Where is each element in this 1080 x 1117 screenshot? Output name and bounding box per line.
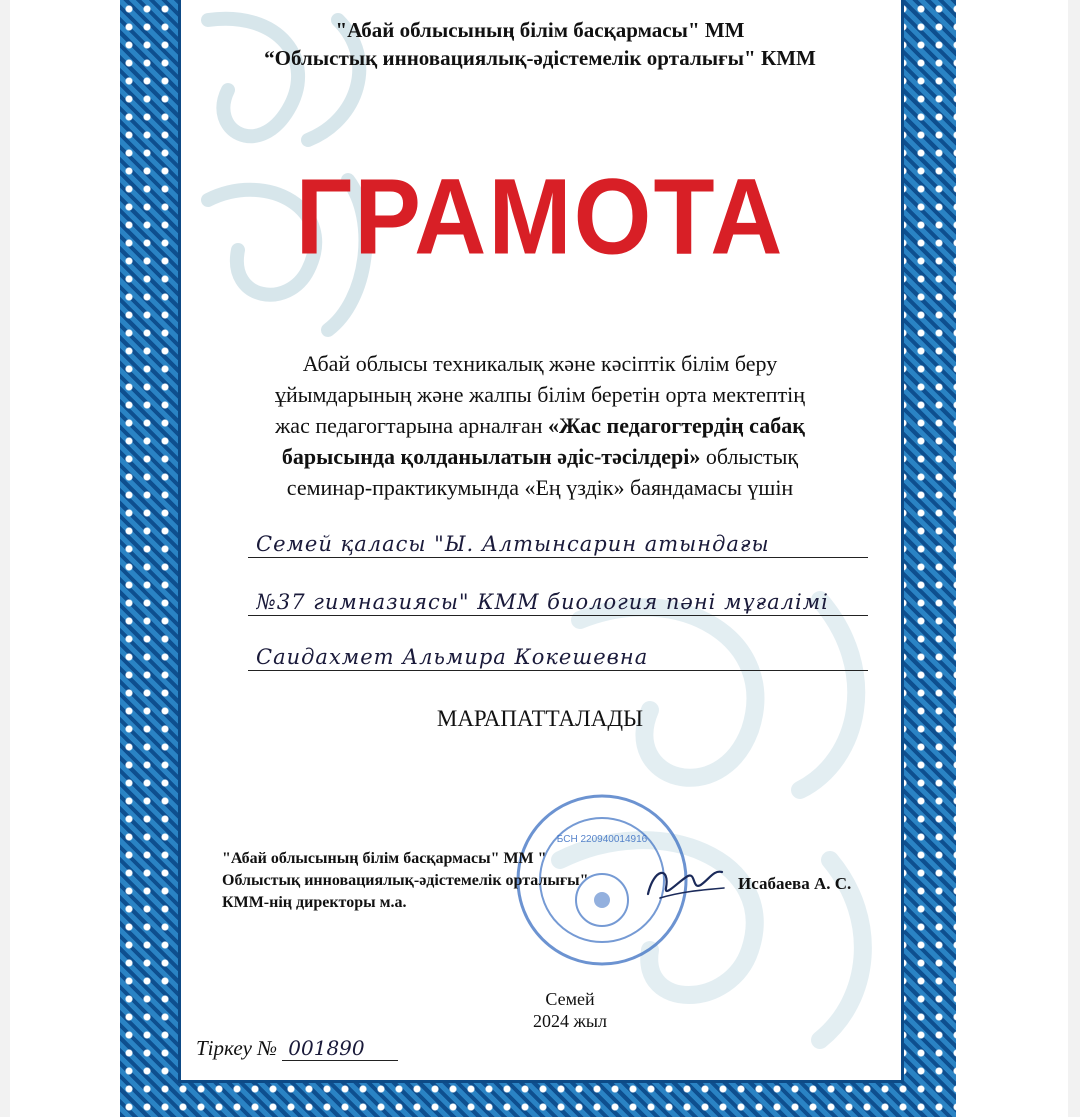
place-and-year [440, 988, 700, 1032]
year: 2024 жыл [532, 1011, 607, 1031]
award-reason [220, 348, 860, 503]
certificate-title: ГРАМОТА [295, 156, 785, 278]
handwritten-signature-icon [640, 858, 730, 908]
registration [196, 1036, 398, 1061]
reason-line-3 [220, 410, 860, 441]
signature-line-1: "Абай облысының білім басқармасы" ММ " [222, 850, 547, 867]
recipient-handwritten-2: №37 гимназиясы" КММ биология пәні мұғалімі [256, 590, 829, 614]
awarded-text: МАРАПАТТАЛАДЫ [436, 706, 644, 731]
signature-line-2: Облыстық инновациялық-әдістемелік орталығы" [222, 872, 589, 889]
signature-line-3: КММ-нің директоры м.а. [222, 894, 407, 911]
issuer-line-2: “Облыстық инновациялық-әдістемелік орталығы" КММ [264, 46, 816, 70]
reason-line-2: ұйымдарының және жалпы білім беретін орта мектептің [274, 382, 806, 407]
registration-number: 001890 [282, 1036, 398, 1061]
recipient-handwritten-1: Семей қаласы "Ы. Алтынсарин атындағы [256, 532, 770, 556]
reason-line-4-bold: барысында қолданылатын әдіс-тәсілдері» [281, 444, 701, 469]
reason-line-5: семинар-практикумында «Ең үздік» баяндамасы үшін [286, 475, 794, 500]
reason-line-4 [220, 441, 860, 472]
stamp-bin-text: БСН 220940014916 [556, 834, 648, 845]
reason-line-3-bold: «Жас педагогтердің сабақ [548, 413, 805, 438]
city: Семей [545, 989, 595, 1009]
signer-name: Исабаева А. С. [738, 874, 852, 893]
reason-line-4-plain: облыстық [700, 444, 799, 469]
recipient-handwritten-3: Саидахмет Альмира Кокешевна [256, 645, 649, 669]
issuer-line-1: "Абай облысының білім басқармасы" ММ [335, 18, 745, 42]
signature-block [222, 848, 589, 914]
reason-line-1: Абай облысы техникалық және кәсіптік білім беру [302, 351, 778, 376]
reason-line-3-plain: жас педагогтарына арналған [275, 413, 549, 438]
registration-label: Тіркеу № [196, 1036, 278, 1060]
